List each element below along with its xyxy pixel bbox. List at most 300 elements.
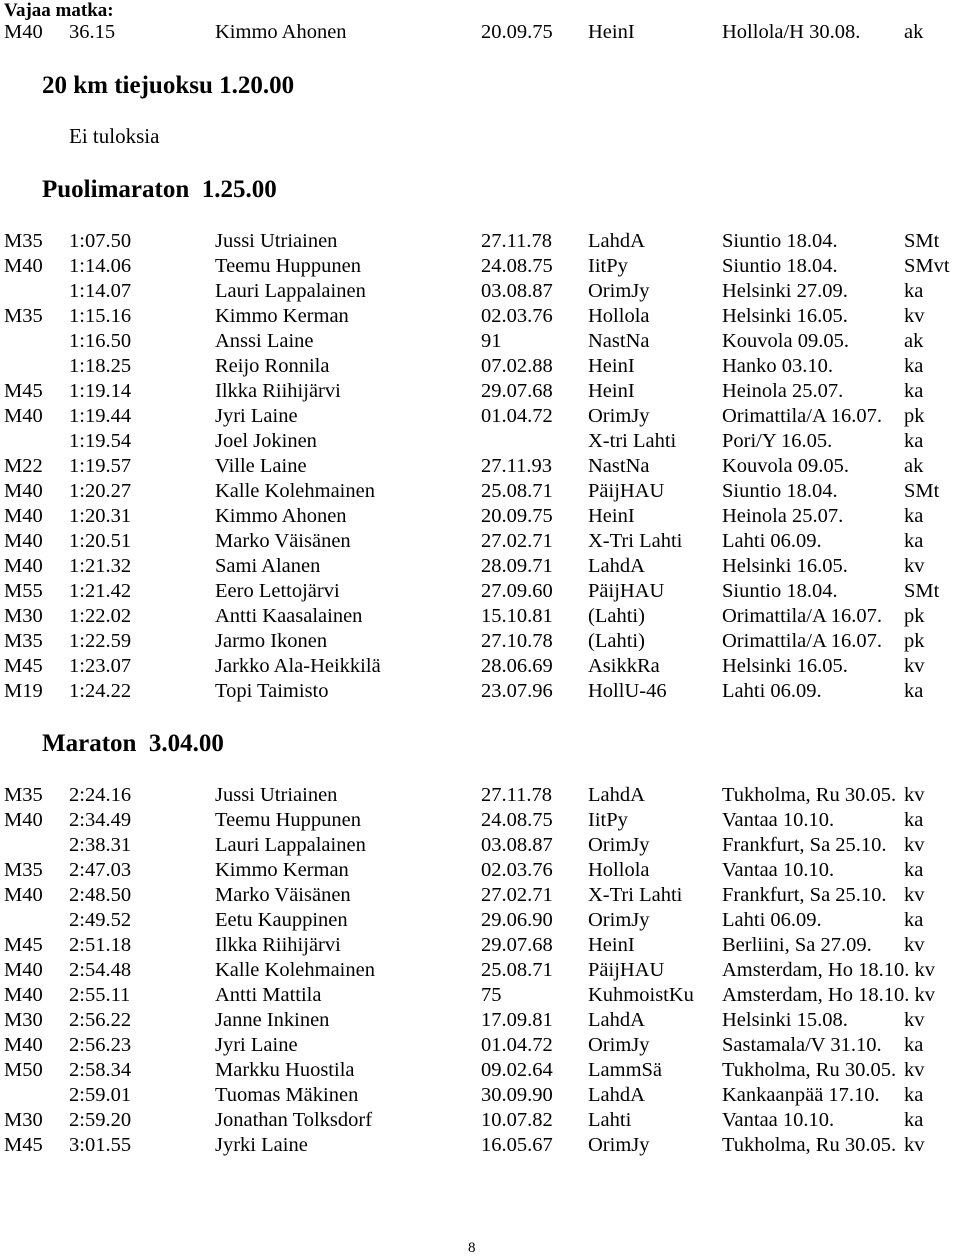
birth-date-cell: 29.06.90 [481,909,553,931]
age-class-cell: M35 [4,784,43,806]
venue-text: Frankfurt, Sa 25.10. [722,884,887,906]
birth-date-cell: 29.07.68 [481,380,553,402]
competition-code: ak [904,21,924,43]
athlete-name-cell: Jyrki Laine [215,1134,308,1156]
venue-date-cell [722,354,924,379]
birth-date-cell: 27.02.71 [481,884,553,906]
age-class-cell: M35 [4,859,43,881]
age-class-cell: M40 [4,1034,43,1056]
athlete-name-cell: Kimmo Ahonen [215,505,347,527]
birth-date-cell: 75 [481,984,502,1006]
result-time-cell: 1:20.51 [69,530,132,552]
result-row [0,229,960,254]
age-class-cell: M35 [4,305,43,327]
athlete-name-cell: Sami Alanen [215,555,321,577]
venue-text: Lahti 06.09. [722,680,822,702]
venue-date-cell [722,858,924,883]
venue-text: Vantaa 10.10. [722,859,835,881]
athlete-name-cell: Antti Mattila [215,984,322,1006]
club-cell: (Lahti) [588,605,645,627]
athlete-name-cell: Marko Väisänen [215,884,351,906]
venue-date-cell [722,329,924,354]
result-row [0,1133,960,1158]
venue-text: Frankfurt, Sa 25.10. [722,834,887,856]
birth-date-cell: 91 [481,330,502,352]
result-time-cell: 2:58.34 [69,1059,132,1081]
result-row [0,1108,960,1133]
age-class-cell: M45 [4,1134,43,1156]
venue-date-cell [722,20,924,45]
birth-date-cell: 25.08.71 [481,959,553,981]
venue-date-cell [722,1033,924,1058]
age-class-cell: M30 [4,605,43,627]
venue-date-cell [722,1008,925,1033]
competition-code: kv [904,655,925,677]
result-time-cell: 2:51.18 [69,934,132,956]
venue-date-cell [722,404,925,429]
venue-text: Heinola 25.07. [722,505,844,527]
result-row [0,629,960,654]
competition-code: kv [904,1134,925,1156]
venue-date-cell [722,908,924,933]
venue-date-cell [722,1058,925,1083]
result-row [0,504,960,529]
venue-date-cell [722,1133,925,1158]
club-cell: HeinI [588,505,635,527]
result-row [0,529,960,554]
birth-date-cell: 03.08.87 [481,834,553,856]
birth-date-cell: 27.09.60 [481,580,553,602]
venue-date-cell [722,304,925,329]
club-cell: IitPy [588,255,628,277]
competition-code: kv [904,934,925,956]
athlete-name-cell: Kimmo Kerman [215,859,349,881]
age-class-cell: M45 [4,655,43,677]
result-row [0,404,960,429]
competition-code: ka [904,280,924,302]
club-cell: HeinI [588,934,635,956]
venue-text: Berliini, Sa 27.09. [722,934,872,956]
result-time-cell: 1:15.16 [69,305,132,327]
club-cell: LahdA [588,230,645,252]
result-time-cell: 1:24.22 [69,680,132,702]
venue-date-cell [722,229,940,254]
result-time-cell: 3:01.55 [69,1134,132,1156]
venue-text: Helsinki 27.09. [722,280,848,302]
venue-date-cell [722,783,925,808]
result-time-cell: 1:22.02 [69,605,132,627]
competition-code: ka [904,909,924,931]
venue-date-cell [722,479,940,504]
venue-text: Lahti 06.09. [722,909,822,931]
result-time-cell: 36.15 [69,21,116,43]
result-time-cell: 1:21.42 [69,580,132,602]
age-class-cell: M55 [4,580,43,602]
venue-text: Siuntio 18.04. [722,255,838,277]
age-class-cell: M30 [4,1009,43,1031]
competition-code: SMt [904,580,940,602]
competition-code: ka [904,530,924,552]
birth-date-cell: 24.08.75 [481,255,553,277]
club-cell: OrimJy [588,405,650,427]
result-time-cell: 2:56.23 [69,1034,132,1056]
age-class-cell: M40 [4,984,43,1006]
club-cell: HollU-46 [588,680,667,702]
result-row [0,808,960,833]
result-row [0,654,960,679]
athlete-name-cell: Jonathan Tolksdorf [215,1109,373,1131]
club-cell: X-Tri Lahti [588,530,683,552]
birth-date-cell: 27.11.93 [481,455,552,477]
competition-code: kv [904,834,925,856]
venue-text: Tukholma, Ru 30.05. [722,784,897,806]
result-row [0,983,960,1008]
athlete-name-cell: Antti Kaasalainen [215,605,363,627]
result-row [0,1008,960,1033]
club-cell: LahdA [588,1084,645,1106]
venue-date-cell [722,629,925,654]
venue-text: Orimattila/A 16.07. [722,630,882,652]
birth-date-cell: 02.03.76 [481,859,553,881]
birth-date-cell: 27.10.78 [481,630,553,652]
venue-date-cell [722,504,924,529]
athlete-name-cell: Ville Laine [215,455,307,477]
result-row [0,254,960,279]
result-row [0,958,960,983]
competition-code: ka [904,430,924,452]
club-cell: KuhmoistKu [588,984,694,1006]
result-time-cell: 1:18.25 [69,355,132,377]
competition-code: kv [914,984,935,1006]
result-time-cell: 1:21.32 [69,555,132,577]
competition-code: ka [904,1109,924,1131]
venue-text: Pori/Y 16.05. [722,430,833,452]
athlete-name-cell: Teemu Huppunen [215,809,362,831]
club-cell: X-Tri Lahti [588,884,683,906]
result-row [0,379,960,404]
club-cell: HeinI [588,355,635,377]
club-cell: LammSä [588,1059,663,1081]
club-cell: Lahti [588,1109,632,1131]
section-title-20km: 20 km tiejuoksu 1.20.00 [42,72,295,99]
club-cell: OrimJy [588,834,650,856]
venue-text: Tukholma, Ru 30.05. [722,1059,897,1081]
birth-date-cell: 24.08.75 [481,809,553,831]
competition-code: ka [904,380,924,402]
athlete-name-cell: Jussi Utriainen [215,784,338,806]
venue-date-cell [722,808,924,833]
athlete-name-cell: Kimmo Ahonen [215,21,347,43]
result-time-cell: 2:59.01 [69,1084,132,1106]
result-row [0,579,960,604]
venue-text: Hanko 03.10. [722,355,834,377]
venue-date-cell [722,429,924,454]
venue-date-cell [722,833,925,858]
venue-text: Siuntio 18.04. [722,580,838,602]
venue-text: Siuntio 18.04. [722,230,838,252]
athlete-name-cell: Kalle Kolehmainen [215,480,375,502]
club-cell: LahdA [588,784,645,806]
birth-date-cell: 27.11.78 [481,230,552,252]
venue-date-cell [722,654,925,679]
result-row [0,304,960,329]
athlete-name-cell: Tuomas Mäkinen [215,1084,359,1106]
athlete-name-cell: Joel Jokinen [215,430,317,452]
result-row [0,554,960,579]
age-class-cell: M40 [4,959,43,981]
result-time-cell: 1:19.54 [69,430,132,452]
club-cell: PäijHAU [588,959,665,981]
club-cell: OrimJy [588,1034,650,1056]
club-cell: Hollola [588,859,650,881]
venue-date-cell [722,1083,924,1108]
section-note-20km: Ei tuloksia [69,124,160,148]
age-class-cell: M35 [4,630,43,652]
age-class-cell: M40 [4,480,43,502]
result-row [0,354,960,379]
result-time-cell: 2:48.50 [69,884,132,906]
result-row [0,679,960,704]
birth-date-cell: 28.06.69 [481,655,553,677]
venue-date-cell [722,254,950,279]
venue-text: Vantaa 10.10. [722,1109,835,1131]
club-cell: HeinI [588,380,635,402]
venue-text: Siuntio 18.04. [722,480,838,502]
athlete-name-cell: Marko Väisänen [215,530,351,552]
age-class-cell: M50 [4,1059,43,1081]
age-class-cell: M40 [4,884,43,906]
venue-date-cell [722,604,925,629]
athlete-name-cell: Markku Huostila [215,1059,355,1081]
result-time-cell: 1:19.44 [69,405,132,427]
competition-code: SMvt [904,255,950,277]
club-cell: NastNa [588,455,650,477]
athlete-name-cell: Jarmo Ikonen [215,630,328,652]
result-time-cell: 2:59.20 [69,1109,132,1131]
age-class-cell: M40 [4,405,43,427]
venue-date-cell [722,933,925,958]
result-time-cell: 2:34.49 [69,809,132,831]
venue-date-cell [722,983,935,1008]
result-time-cell: 1:22.59 [69,630,132,652]
age-class-cell: M40 [4,505,43,527]
result-time-cell: 2:38.31 [69,834,132,856]
athlete-name-cell: Kimmo Kerman [215,305,349,327]
competition-code: ka [904,680,924,702]
venue-date-cell [722,958,935,983]
athlete-name-cell: Lauri Lappalainen [215,834,366,856]
competition-code: pk [904,605,925,627]
venue-text: Vantaa 10.10. [722,809,835,831]
section-title-marathon: Maraton 3.04.00 [42,730,224,757]
athlete-name-cell: Teemu Huppunen [215,255,362,277]
club-cell: X-tri Lahti [588,430,677,452]
birth-date-cell: 17.09.81 [481,1009,553,1031]
club-cell: IitPy [588,809,628,831]
venue-text: Helsinki 16.05. [722,305,848,327]
competition-code: SMt [904,230,940,252]
competition-code: ak [904,330,924,352]
club-cell: OrimJy [588,1134,650,1156]
age-class-cell: M40 [4,21,43,43]
venue-text: Lahti 06.09. [722,530,822,552]
venue-text: Kouvola 09.05. [722,455,849,477]
result-row [0,858,960,883]
club-cell: OrimJy [588,909,650,931]
result-time-cell: 1:19.14 [69,380,132,402]
age-class-cell: M30 [4,1109,43,1131]
birth-date-cell: 07.02.88 [481,355,553,377]
result-time-cell: 2:24.16 [69,784,132,806]
venue-text: Helsinki 16.05. [722,655,848,677]
birth-date-cell: 23.07.96 [481,680,553,702]
club-cell: AsikkRa [588,655,660,677]
club-cell: LahdA [588,1009,645,1031]
competition-code: ka [904,355,924,377]
athlete-name-cell: Ilkka Riihijärvi [215,934,341,956]
competition-code: ka [904,809,924,831]
venue-date-cell [722,883,925,908]
athlete-name-cell: Eero Lettojärvi [215,580,340,602]
result-row [0,329,960,354]
result-row [0,604,960,629]
result-row [0,833,960,858]
athlete-name-cell: Eetu Kauppinen [215,909,348,931]
result-time-cell: 1:20.31 [69,505,132,527]
age-class-cell: M40 [4,530,43,552]
athlete-name-cell: Jyri Laine [215,405,298,427]
age-class-cell: M40 [4,555,43,577]
age-class-cell: M40 [4,255,43,277]
venue-text: Helsinki 16.05. [722,555,848,577]
venue-text: Hollola/H 30.08. [722,21,861,43]
age-class-cell: M40 [4,809,43,831]
athlete-name-cell: Lauri Lappalainen [215,280,366,302]
result-row [0,1083,960,1108]
result-row [0,429,960,454]
result-row [0,933,960,958]
result-row [0,908,960,933]
result-time-cell: 2:54.48 [69,959,132,981]
competition-code: kv [904,555,925,577]
result-row [0,20,960,45]
venue-text: Amsterdam, Ho 18.10. [722,984,910,1006]
birth-date-cell: 29.07.68 [481,934,553,956]
birth-date-cell: 01.04.72 [481,1034,553,1056]
competition-code: kv [904,1009,925,1031]
result-time-cell: 1:14.06 [69,255,132,277]
competition-code: ka [904,859,924,881]
competition-code: ka [904,505,924,527]
birth-date-cell: 25.08.71 [481,480,553,502]
club-cell: Hollola [588,305,650,327]
competition-code: kv [904,305,925,327]
birth-date-cell: 02.03.76 [481,305,553,327]
athlete-name-cell: Kalle Kolehmainen [215,959,375,981]
result-row [0,454,960,479]
birth-date-cell: 30.09.90 [481,1084,553,1106]
venue-date-cell [722,529,924,554]
venue-text: Kouvola 09.05. [722,330,849,352]
result-time-cell: 2:47.03 [69,859,132,881]
venue-date-cell [722,1108,924,1133]
result-time-cell: 1:14.07 [69,280,132,302]
club-cell: (Lahti) [588,630,645,652]
result-row [0,1058,960,1083]
club-cell: OrimJy [588,280,650,302]
result-time-cell: 1:07.50 [69,230,132,252]
competition-code: ak [904,455,924,477]
athlete-name-cell: Jyri Laine [215,1034,298,1056]
result-time-cell: 2:56.22 [69,1009,132,1031]
birth-date-cell: 16.05.67 [481,1134,553,1156]
birth-date-cell: 15.10.81 [481,605,553,627]
competition-code: SMt [904,480,940,502]
venue-text: Orimattila/A 16.07. [722,405,882,427]
age-class-cell: M19 [4,680,43,702]
birth-date-cell: 27.02.71 [481,530,553,552]
venue-text: Orimattila/A 16.07. [722,605,882,627]
top-heading: Vajaa matka: [4,0,114,21]
age-class-cell: M22 [4,455,43,477]
venue-text: Tukholma, Ru 30.05. [722,1134,897,1156]
result-row [0,479,960,504]
competition-code: kv [904,784,925,806]
venue-date-cell [722,454,924,479]
section-title-half-marathon: Puolimaraton 1.25.00 [42,176,277,203]
birth-date-cell: 27.11.78 [481,784,552,806]
athlete-name-cell: Topi Taimisto [215,680,329,702]
venue-text: Amsterdam, Ho 18.10. [722,959,910,981]
athlete-name-cell: Ilkka Riihijärvi [215,380,341,402]
result-time-cell: 1:20.27 [69,480,132,502]
age-class-cell: M35 [4,230,43,252]
competition-code: pk [904,630,925,652]
athlete-name-cell: Jussi Utriainen [215,230,338,252]
competition-code: pk [904,405,925,427]
venue-date-cell [722,379,924,404]
result-row [0,279,960,304]
birth-date-cell: 28.09.71 [481,555,553,577]
birth-date-cell: 01.04.72 [481,405,553,427]
result-row [0,883,960,908]
page-number: 8 [468,1240,476,1256]
athlete-name-cell: Janne Inkinen [215,1009,330,1031]
result-time-cell: 2:55.11 [69,984,131,1006]
club-cell: PäijHAU [588,580,665,602]
age-class-cell: M45 [4,380,43,402]
athlete-name-cell: Anssi Laine [215,330,314,352]
club-cell: LahdA [588,555,645,577]
competition-code: ka [904,1084,924,1106]
venue-text: Kankaanpää 17.10. [722,1084,880,1106]
competition-code: kv [904,1059,925,1081]
competition-code: kv [904,884,925,906]
venue-date-cell [722,279,924,304]
result-time-cell: 1:19.57 [69,455,132,477]
competition-code: ka [904,1034,924,1056]
venue-date-cell [722,579,940,604]
venue-date-cell [722,554,925,579]
birth-date-cell: 09.02.64 [481,1059,553,1081]
athlete-name-cell: Jarkko Ala-Heikkilä [215,655,381,677]
club-cell: PäijHAU [588,480,665,502]
birth-date-cell: 03.08.87 [481,280,553,302]
result-row [0,1033,960,1058]
birth-date-cell: 10.07.82 [481,1109,553,1131]
result-time-cell: 1:23.07 [69,655,132,677]
club-cell: HeinI [588,21,635,43]
